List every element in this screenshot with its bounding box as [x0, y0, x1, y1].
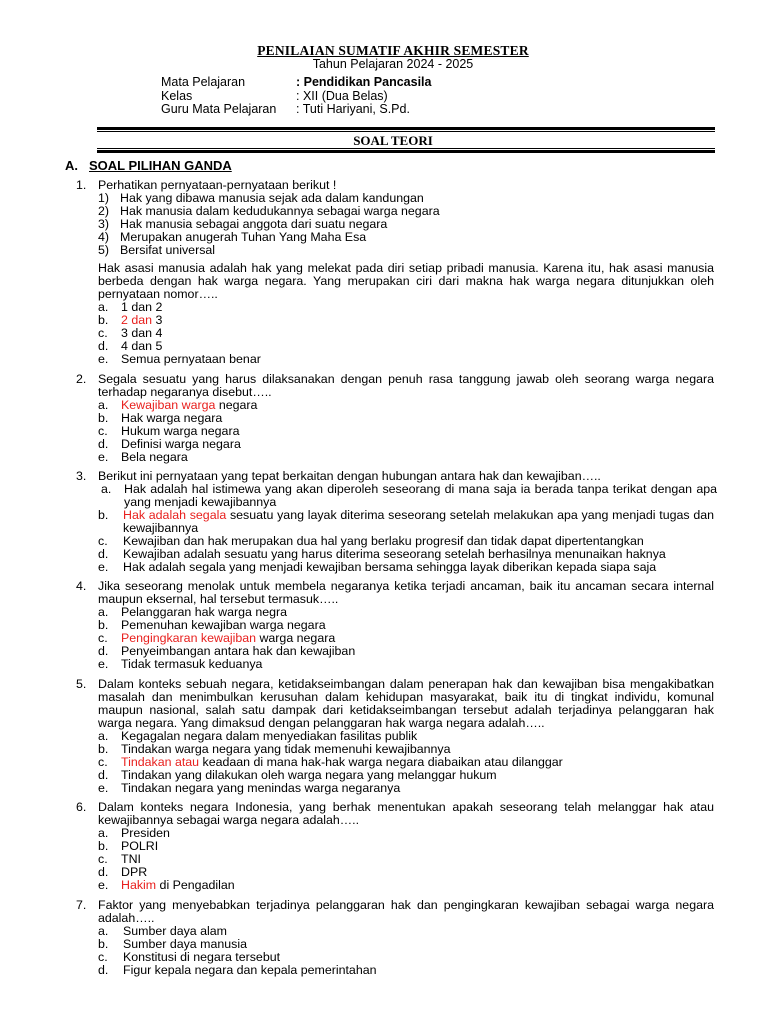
option-text-rest: sesuatu yang layak diterima seseorang setelah melakukan apa yang menjadi tugas dan kewajibannya	[123, 508, 714, 535]
question-number: 5.	[76, 677, 87, 691]
option-letter: d.	[98, 963, 109, 977]
question-number: 4.	[76, 579, 87, 593]
meta-label: Guru Mata Pelajaran	[161, 102, 277, 116]
option-text-rest: TNI	[121, 852, 141, 866]
option-text	[123, 561, 716, 574]
option-letter: a.	[101, 482, 112, 496]
meta-value: : Pendidikan Pancasila	[296, 75, 432, 89]
option-letter: d.	[98, 547, 109, 561]
question-stem: Faktor yang menyebabkan terjadinya pelanggaran hak dan pengingkaran kewajiban sebagai warga negara adalah…..	[98, 898, 714, 925]
option-letter: d.	[98, 644, 109, 658]
option-text	[121, 827, 714, 840]
statement-number: 2)	[98, 204, 110, 218]
meta-value: : XII (Dua Belas)	[296, 89, 388, 103]
option-letter: d.	[98, 865, 109, 879]
question-stem: Dalam konteks sebuah negara, ketidakseimbangan dalam penerapan hak dan kewajiban bisa mengakibatkan masalah dan menimbulkan kerusuhan dalam kehidupan masyarakat, baik itu di tingkat individu, komunal maupun nasional, salah satu dampak dari ketidakseimbangan tersebut adalah terjadinya pelanggaran hak warga negara. Yang dimaksud dengan pelanggaran hak warga negara adalah…..	[98, 677, 714, 730]
highlighted-text: Kewajiban warga	[121, 398, 216, 412]
option-text-rest: 4 dan 5	[121, 339, 163, 353]
option-letter: a.	[98, 300, 109, 314]
question-stem: Berikut ini pernyataan yang tepat berkaitan dengan hubungan antara hak dan kewajiban…..	[98, 469, 601, 483]
option-text-rest: Tindakan warga negara yang tidak memenuhi kewajibannya	[121, 742, 451, 756]
statement-number: 4)	[98, 230, 110, 244]
option-letter: d.	[98, 339, 109, 353]
option-letter: e.	[98, 878, 109, 892]
highlighted-text: Tindakan atau	[121, 755, 200, 769]
option-text-rest: Hak warga negara	[121, 411, 223, 425]
question-number: 2.	[76, 372, 87, 386]
question-stem: Segala sesuatu yang harus dilaksanakan dengan penuh rasa tanggung jawab oleh seorang warga negara terhadap negaranya disebut…..	[98, 372, 714, 399]
highlighted-text: Hak adalah segala	[123, 508, 227, 522]
option-text	[123, 964, 716, 977]
option-text	[121, 314, 714, 327]
option-text-rest: Kewajiban dan hak merupakan dua hal yang berlaku progresif dan tidak dapat dipertentangkan	[123, 534, 644, 548]
academic-year: Tahun Pelajaran 2024 - 2025	[312, 57, 474, 71]
option-letter: b.	[98, 313, 109, 327]
option-letter: e.	[98, 450, 109, 464]
statement-text: Hak manusia sebagai anggota dari suatu negara	[120, 217, 388, 231]
option-text-rest: Penyeimbangan antara hak dan kewajiban	[121, 644, 356, 658]
highlighted-text: Hakim	[121, 878, 157, 892]
option-text-rest: Presiden	[121, 826, 170, 840]
option-text-rest: Tindakan negara yang menindas warga negaranya	[121, 781, 401, 795]
divider-thick	[97, 150, 715, 153]
option-letter: b.	[98, 742, 109, 756]
option-letter: a.	[98, 924, 109, 938]
part-letter: A.	[65, 158, 78, 173]
option-text-rest: 1 dan 2	[121, 300, 163, 314]
option-text-rest: Hak adalah segala yang menjadi kewajiban bersama sehingga layak diberikan kepada siapa saja	[123, 560, 657, 574]
option-letter: e.	[98, 657, 109, 671]
option-text	[121, 301, 714, 314]
option-text-rest: Pelanggaran hak warga negra	[121, 605, 288, 619]
option-text-rest: negara	[215, 398, 258, 412]
option-letter: b.	[98, 508, 109, 522]
question-stem: Dalam konteks negara Indonesia, yang berhak menentukan apakah seseorang telah melanggar hak atau kewajibannya sebagai warga negara adalah…..	[98, 800, 714, 827]
option-letter: b.	[98, 411, 109, 425]
question-stem: Perhatikan pernyataan-pernyataan berikut !	[98, 178, 337, 192]
option-text-rest: 3 dan 4	[121, 326, 163, 340]
option-text-rest: Tindakan yang dilakukan oleh warga negara yang melanggar hukum	[121, 768, 497, 782]
option-text-rest: Pemenuhan kewajiban warga negara	[121, 618, 326, 632]
option-letter: d.	[98, 437, 109, 451]
option-text-rest: Kewajiban adalah sesuatu yang harus diterima seseorang setelah berhasilnya menunaikan haknya	[123, 547, 666, 561]
option-letter: b.	[98, 937, 109, 951]
option-letter: a.	[98, 605, 109, 619]
option-letter: a.	[98, 826, 109, 840]
option-text	[123, 509, 714, 535]
option-text	[121, 327, 714, 340]
option-text	[121, 782, 714, 795]
statement-text: Hak manusia dalam kedudukannya sebagai warga negara	[120, 204, 440, 218]
option-text-rest: Sumber daya manusia	[123, 937, 247, 951]
option-text-rest: 3	[152, 313, 163, 327]
statement-text: Bersifat universal	[120, 243, 216, 257]
question-number: 7.	[76, 898, 87, 912]
question-number: 1.	[76, 178, 87, 192]
option-letter: c.	[98, 326, 108, 340]
option-text	[121, 353, 714, 366]
option-text-rest: Figur kepala negara dan kepala pemerintahan	[123, 963, 377, 977]
option-letter: c.	[98, 755, 108, 769]
section-title: SOAL TEORI	[353, 133, 433, 148]
option-text-rest: Kegagalan negara dalam menyediakan fasilitas publik	[121, 729, 418, 743]
statement-number: 5)	[98, 243, 110, 257]
option-text-rest: Konstitusi di negara tersebut	[123, 950, 281, 964]
option-text-rest: Semua pernyataan benar	[121, 352, 261, 366]
question-number: 3.	[76, 469, 87, 483]
option-text-rest: di Pengadilan	[156, 878, 235, 892]
option-letter: c.	[98, 534, 108, 548]
statement-number: 1)	[98, 191, 110, 205]
option-letter: c.	[98, 950, 108, 964]
statement-text: Merupakan anugerah Tuhan Yang Maha Esa	[120, 230, 367, 244]
meta-value: : Tuti Hariyani, S.Pd.	[296, 102, 410, 116]
option-text	[124, 483, 717, 509]
option-text-rest: warga negara	[256, 631, 336, 645]
option-text-rest: DPR	[121, 865, 148, 879]
question-paragraph: Hak asasi manusia adalah hak yang melekat pada diri setiap pribadi manusia. Karena itu, hak asasi manusia berbeda dengan hak warga negara. Yang merupakan ciri dari makna hak warga negara ditunjukkan oleh pernyataan nomor…..	[98, 261, 714, 301]
option-text-rest: Definisi warga negara	[121, 437, 241, 451]
option-letter: a.	[98, 729, 109, 743]
document-title: PENILAIAN SUMATIF AKHIR SEMESTER	[257, 43, 529, 58]
option-text-rest: POLRI	[121, 839, 159, 853]
meta-label: Mata Pelajaran	[161, 75, 246, 89]
question-number: 6.	[76, 800, 87, 814]
option-text	[121, 879, 714, 892]
option-text	[121, 438, 714, 451]
option-text-rest: Hukum warga negara	[121, 424, 240, 438]
option-letter: c.	[98, 424, 108, 438]
divider-thin	[97, 131, 715, 132]
option-letter: e.	[98, 781, 109, 795]
option-text	[121, 840, 714, 853]
option-letter: d.	[98, 768, 109, 782]
meta-label: Kelas	[161, 89, 193, 103]
option-letter: b.	[98, 839, 109, 853]
option-text	[121, 451, 714, 464]
option-text-rest: Sumber daya alam	[123, 924, 227, 938]
divider-thick	[97, 127, 715, 130]
highlighted-text: 2 dan	[121, 313, 153, 327]
option-text-rest: Hak adalah hal istimewa yang akan diperoleh seseorang di mana saja ia berada tanpa terikat dengan apa yang menjadi kewajibannya	[124, 482, 717, 509]
option-text-rest: Tidak termasuk keduanya	[121, 657, 263, 671]
option-letter: e.	[98, 352, 109, 366]
question-stem: Jika seseorang menolak untuk membela negaranya ketika terjadi ancaman, baik itu ancaman secara internal maupun eksernal, hal tersebut termasuk…..	[98, 579, 714, 606]
option-letter: a.	[98, 398, 109, 412]
option-letter: c.	[98, 852, 108, 866]
option-text-rest: keadaan di mana hak-hak warga negara diabaikan atau dilanggar	[199, 755, 563, 769]
part-title: SOAL PILIHAN GANDA	[89, 158, 232, 173]
option-text	[121, 658, 714, 671]
option-text-rest: Bela negara	[121, 450, 188, 464]
part-heading	[65, 158, 232, 173]
highlighted-text: Pengingkaran kewajiban	[121, 631, 257, 645]
option-letter: b.	[98, 618, 109, 632]
option-letter: e.	[98, 560, 109, 574]
statement-text: Hak yang dibawa manusia sejak ada dalam kandungan	[120, 191, 424, 205]
option-letter: c.	[98, 631, 108, 645]
statement-number: 3)	[98, 217, 110, 231]
divider-thin	[97, 148, 715, 149]
option-text	[121, 853, 714, 866]
